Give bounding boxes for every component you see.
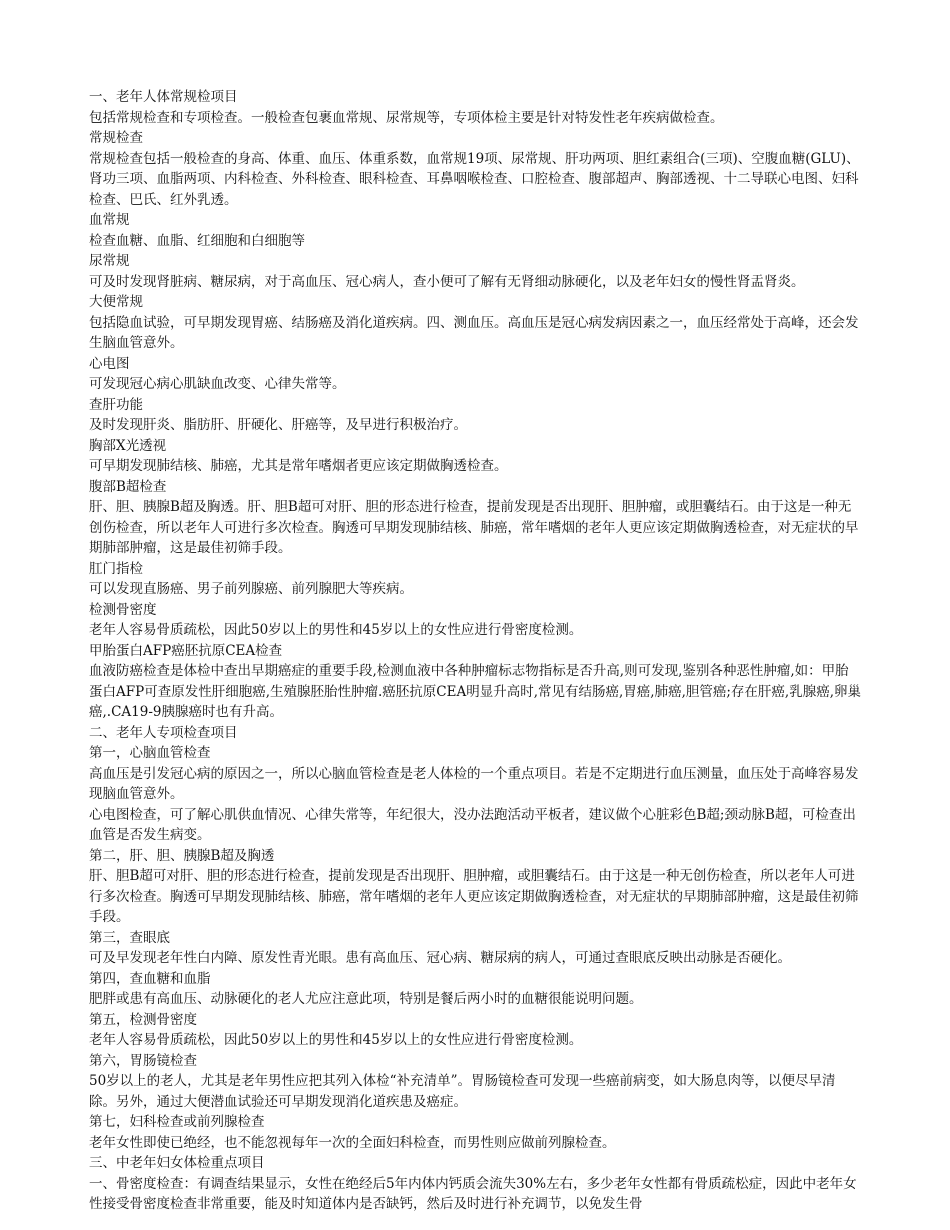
subheading: 尿常规	[89, 253, 130, 269]
paragraph: 可及早发现老年性白内障、原发性青光眼。患有高血压、冠心病、糖尿病的病人，可通过查眼底反映出动脉是否硬化。	[89, 950, 791, 966]
paragraph: 常规检查包括一般检查的身高、体重、血压、体重系数，血常规19项、尿常规、肝功两项、胆红素组合(三项)、空腹血糖(GLU)、肾功三项、血脂两项、内科检查、外科检查、眼科检查、耳鼻咽喉检查、口腔检查、腹部超声、胸部透视、十二导联心电图、妇科检查、巴氏、红外乳透。	[89, 150, 860, 208]
paragraph: 心电图检查，可了解心肌供血情况、心律失常等，年纪很大，没办法跑活动平板者，建议做个心脏彩色B超;颈动脉B超，可检查出血管是否发生病变。	[89, 806, 856, 843]
subheading: 第二，肝、胆、胰腺B超及胸透	[89, 847, 275, 864]
paragraph: 可及时发现肾脏病、糖尿病，对于高血压、冠心病人，查小便可了解有无肾细动脉硬化，以及老年妇女的慢性肾盂肾炎。	[89, 273, 805, 290]
paragraph: 肝、胆B超可对肝、胆的形态进行检查，提前发现是否出现肝、胆肿瘤，或胆囊结石。由于这是一种无创伤检查，所以老年人可进行多次检查。胸透可早期发现肺结核、肺癌，常年嗜烟的老年人更应该定期做胸透检查，对无症状的早期肺部肿瘤，这是最佳初筛手段。	[89, 868, 859, 925]
paragraph: 包括隐血试验，可早期发现胃癌、结肠癌及消化道疾病。四、测血压。高血压是冠心病发病因素之一，血压经常处于高峰，还会发生脑血管意外。	[89, 314, 859, 351]
paragraph: 可早期发现肺结核、肺癌，尤其是常年嗜烟者更应该定期做胸透检查。	[89, 458, 508, 474]
paragraph: 血液防癌检查是体检中查出早期癌症的重要手段,检测血液中各种肿瘤标志物指标是否升高,则可发现,鉴别各种恶性肿瘤,如：甲胎蛋白AFP可查原发性肝细胞癌,生殖腺胚胎性肿瘤.癌胚抗原CEA明显升高时,常见有结肠癌,胃癌,肺癌,胆管癌;存在肝癌,乳腺癌,卵巢癌,.CA19-9胰腺癌时也有升高。	[89, 663, 862, 720]
subheading: 常规检查	[89, 130, 143, 146]
paragraph: 老年人容易骨质疏松，因此50岁以上的男性和45岁以上的女性应进行骨密度检测。	[89, 622, 583, 638]
paragraph: 一、骨密度检查：有调查结果显示，女性在绝经后5年内体内钙质会流失30%左右，多少老年女性都有骨质疏松症，因此中老年女性接受骨密度检查非常重要，能及时知道体内是否缺钙，然后及时进行补充调节，以免发生骨	[89, 1175, 857, 1212]
paragraph: 及时发现肝炎、脂肪肝、肝硬化、肝癌等，及早进行积极治疗。	[89, 417, 467, 433]
subheading: 大便常规	[89, 294, 143, 310]
paragraph: 可发现冠心病心肌缺血改变、心律失常等。	[89, 376, 346, 392]
paragraph: 50岁以上的老人，尤其是老年男性应把其列入体检“补充清单”。胃肠镜检查可发现一些癌前病变，如大肠息肉等，以便尽早清除。另外，通过大便潜血试验还可早期发现消化道疾患及癌症。	[89, 1073, 836, 1110]
paragraph: 包括常规检查和专项检查。一般检查包裹血常规、尿常规等，专项体检主要是针对特发性老年疾病做检查。	[89, 109, 724, 126]
subheading: 血常规	[89, 212, 130, 228]
section-heading: 一、老年人体常规检项目	[89, 89, 238, 105]
subheading: 第六，胃肠镜检查	[89, 1052, 197, 1069]
paragraph: 肥胖或患有高血压、动脉硬化的老人尤应注意此项，特别是餐后两小时的血糖很能说明问题。	[89, 991, 643, 1007]
paragraph: 检查血糖、血脂、红细胞和白细胞等	[89, 232, 305, 249]
subheading: 检测骨密度	[89, 601, 157, 618]
section-heading: 三、中老年妇女体检重点项目	[89, 1155, 265, 1171]
subheading: 胸部X光透视	[89, 437, 167, 454]
document-body	[89, 87, 861, 1215]
paragraph: 肝、胆、胰腺B超及胸透。肝、胆B超可对肝、胆的形态进行检查，提前发现是否出现肝、胆肿瘤，或胆囊结石。由于这是一种无创伤检查，所以老年人可进行多次检查。胸透可早期发现肺结核、肺癌，常年嗜烟的老年人更应该定期做胸透检查，对无症状的早期肺部肿瘤，这是最佳初筛手段。	[89, 499, 859, 556]
subheading: 肛门指检	[89, 560, 143, 577]
subheading: 第七，妇科检查或前列腺检查	[89, 1114, 265, 1130]
subheading: 腹部B超检查	[89, 478, 167, 495]
section-heading: 二、老年人专项检查项目	[89, 724, 238, 741]
paragraph: 老年人容易骨质疏松，因此50岁以上的男性和45岁以上的女性应进行骨密度检测。	[89, 1032, 583, 1048]
subheading: 第一，心脑血管检查	[89, 745, 211, 761]
subheading: 第五，检测骨密度	[89, 1011, 197, 1028]
paragraph: 可以发现直肠癌、男子前列腺癌、前列腺肥大等疾病。	[89, 581, 413, 597]
paragraph: 高血压是引发冠心病的原因之一，所以心脑血管检查是老人体检的一个重点项目。若是不定期进行血压测量，血压处于高峰容易发现脑血管意外。	[89, 765, 859, 802]
subheading: 心电图	[89, 355, 130, 372]
subheading: 查肝功能	[89, 396, 143, 413]
paragraph: 老年女性即使已绝经，也不能忽视每年一次的全面妇科检查，而男性则应做前列腺检查。	[89, 1134, 616, 1151]
subheading: 甲胎蛋白AFP癌胚抗原CEA检查	[89, 642, 283, 659]
subheading: 第三，查眼底	[89, 929, 170, 946]
subheading: 第四，查血糖和血脂	[89, 970, 211, 987]
